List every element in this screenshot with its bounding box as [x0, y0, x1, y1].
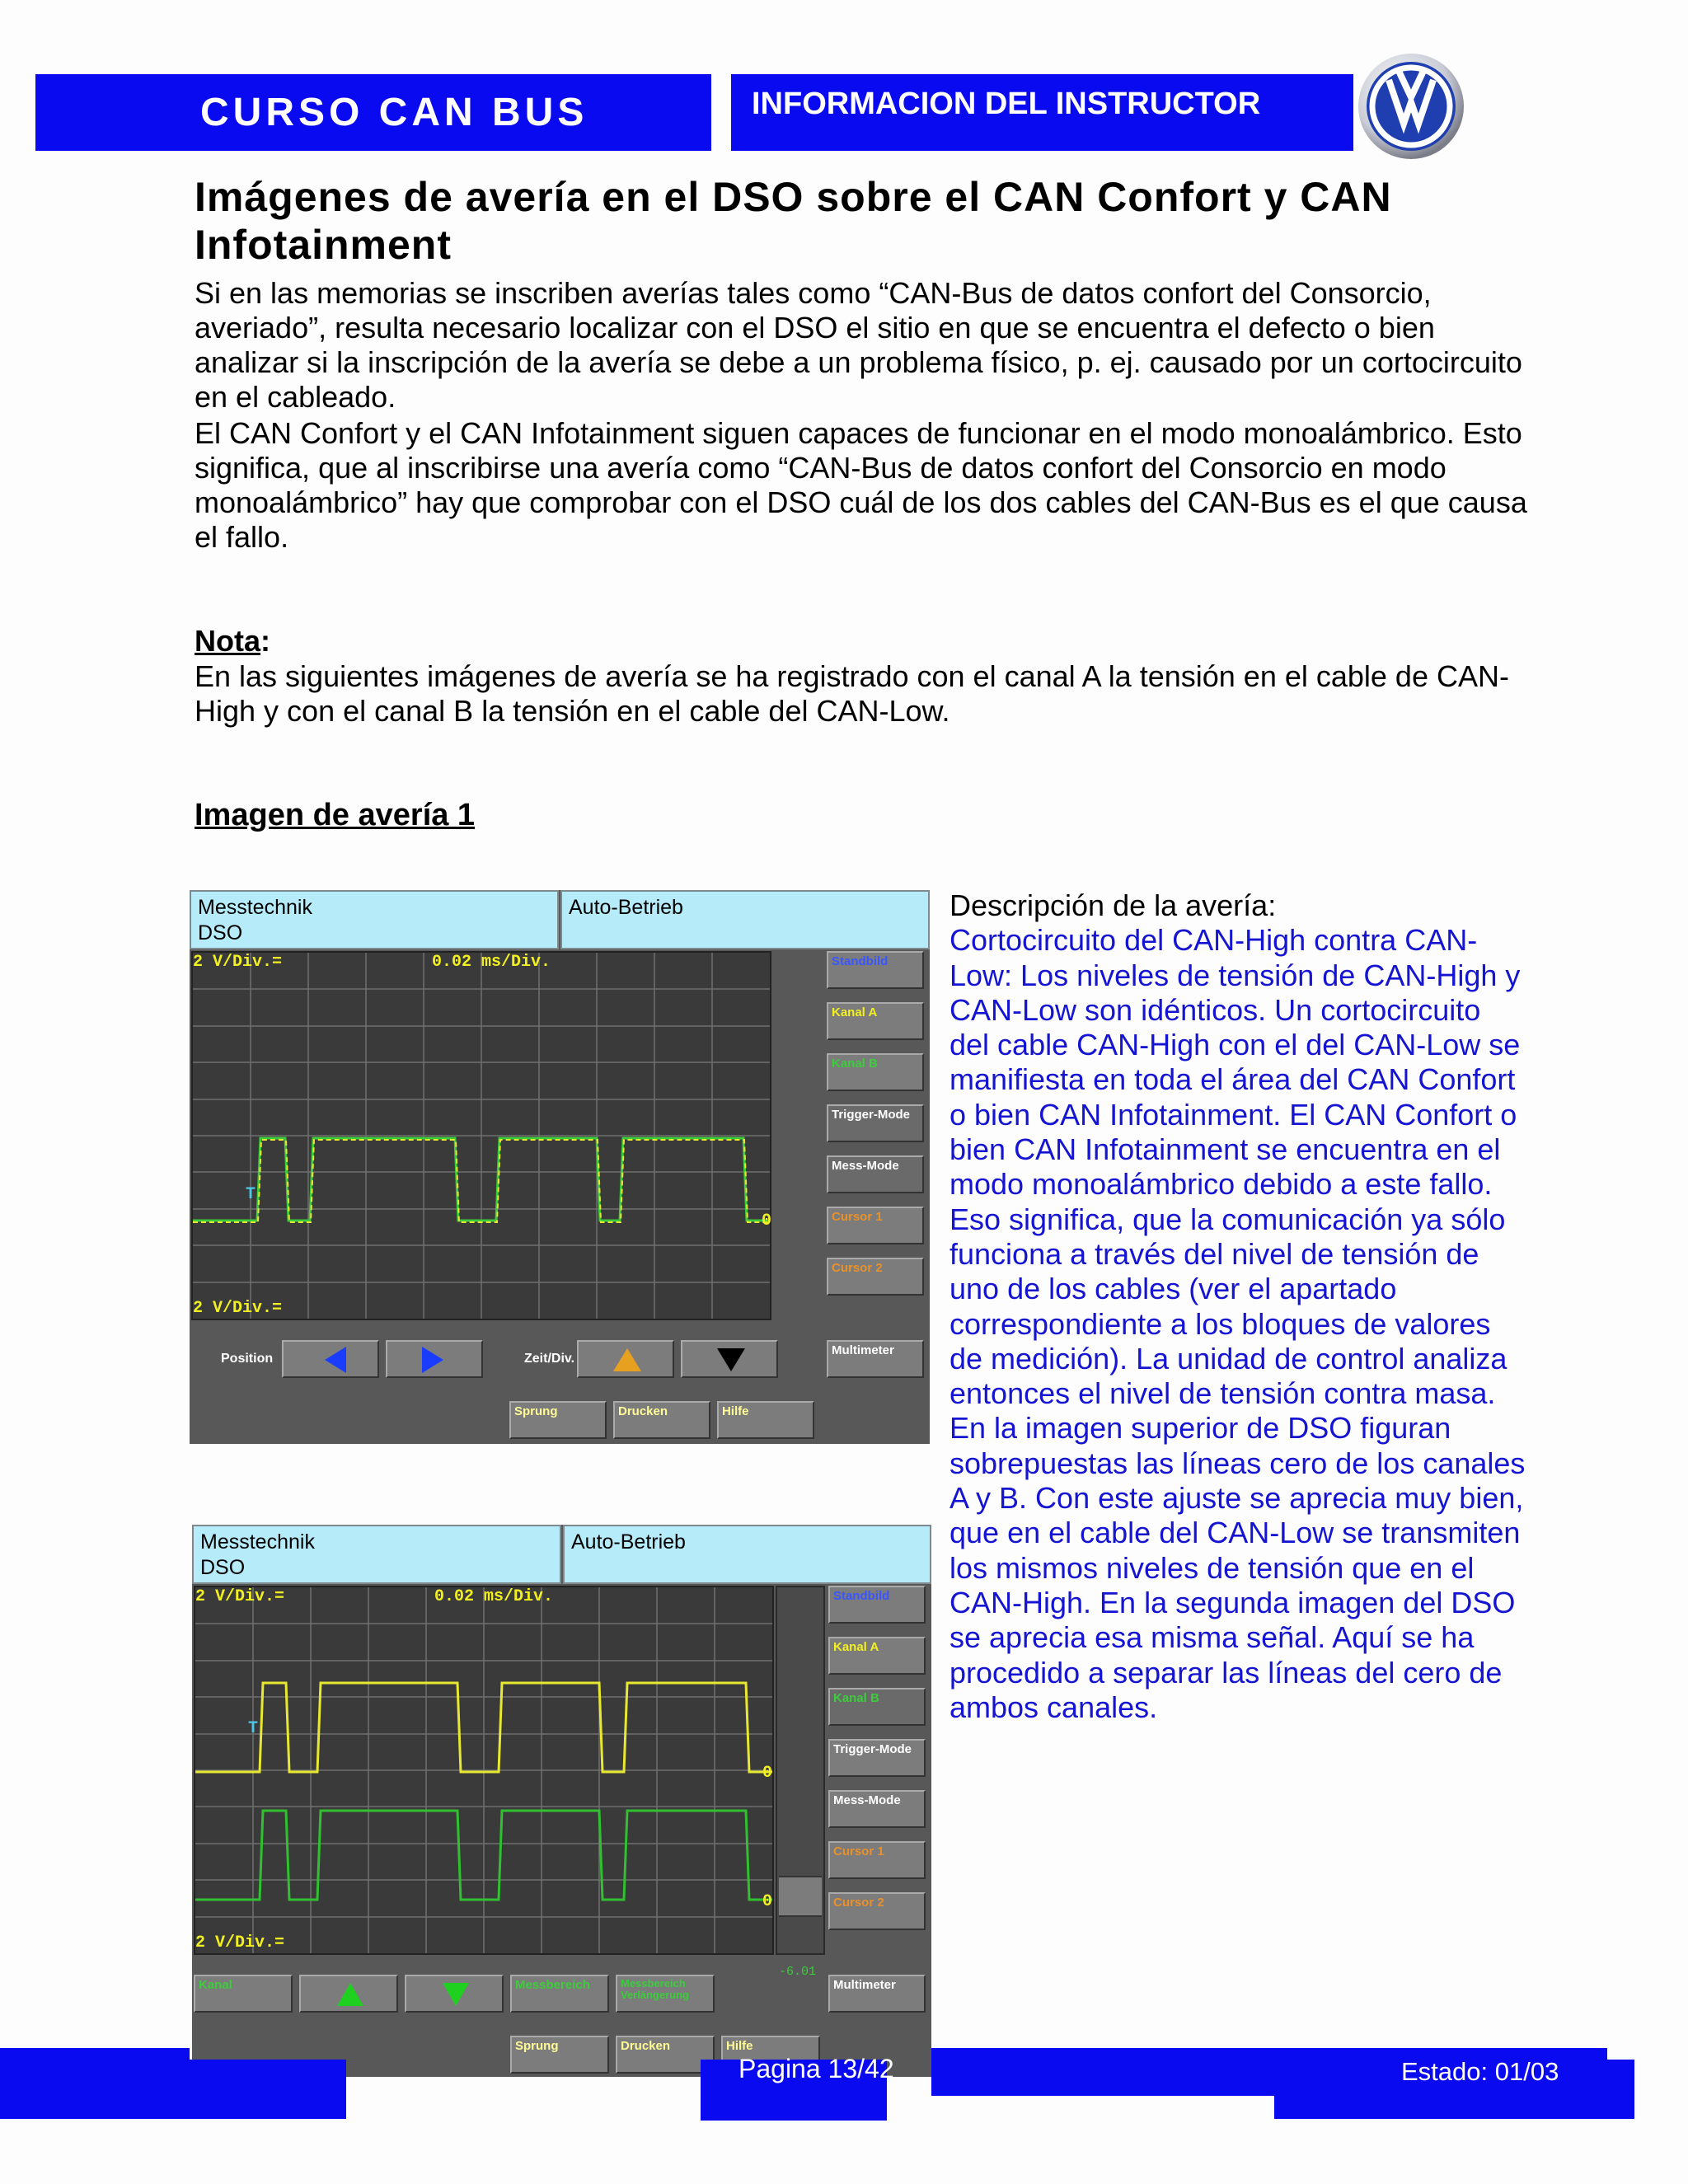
arrow-down-icon — [410, 1978, 502, 2011]
dso-screenshot-1 — [190, 890, 930, 1444]
dso2-scope-screen — [194, 1586, 774, 1955]
dso1-mess-mode-button[interactable]: Mess-Mode — [827, 1155, 924, 1193]
dso2-mode-label: Auto-Betrieb — [571, 1530, 686, 1554]
dso1-hilfe-button[interactable]: Hilfe — [717, 1401, 814, 1439]
arrow-up-icon — [582, 1343, 673, 1376]
dso1-drucken-button[interactable]: Drucken — [613, 1401, 710, 1439]
dso2-up-button[interactable] — [299, 1975, 398, 2013]
dso2-cursor2-button[interactable]: Cursor 2 — [828, 1892, 926, 1930]
note-text: En las siguientes imágenes de avería se ha registrado con el canal A la tensión en el cable de CAN-High y con el canal B la tensión en el cable del CAN-Low. — [195, 659, 1509, 728]
dso2-mode-panel — [563, 1525, 931, 1584]
dso1-trigger-marker: T — [246, 1185, 256, 1204]
dso1-zero-marker: 0 — [762, 1212, 772, 1230]
dso2-trigger-mode-button[interactable]: Trigger-Mode — [828, 1739, 926, 1777]
dso2-zero-marker-b: 0 — [762, 1892, 773, 1911]
dso2-vdiv-top: 2 V/Div.= — [195, 1587, 285, 1606]
dso2-waveform — [195, 1587, 772, 1953]
dso1-mode-label: Auto-Betrieb — [569, 896, 683, 919]
dso2-trigger-marker: T — [248, 1719, 259, 1738]
dso2-zero-marker-a: 0 — [762, 1764, 773, 1783]
course-title: CURSO CAN BUS — [200, 91, 588, 134]
dso2-messbereich-button[interactable]: Messbereich — [510, 1975, 609, 2013]
paragraph-2: El CAN Confort y el CAN Infotainment siguen capaces de funcionar en el modo monoalámbrico. Esto significa, que al inscribirse una avería como “CAN-Bus de datos confort del Consorcio en modo monoalámbrico” hay que comprobar con el DSO cuál de los dos cables del CAN-Bus es el que causa el fallo. — [195, 416, 1527, 554]
dso-screenshot-2 — [192, 1525, 931, 2077]
course-title-banner — [35, 74, 711, 151]
dso2-hilfe-button[interactable]: Hilfe — [721, 2036, 820, 2074]
dso1-kanal-a-button[interactable]: Kanal A — [827, 1002, 924, 1040]
dso2-slider-handle[interactable] — [779, 1876, 822, 1917]
dso1-vdiv-bottom: 2 V/Div.= — [193, 1299, 283, 1318]
dso1-zeit-up-button[interactable] — [577, 1340, 674, 1378]
dso1-timediv: 0.02 ms/Div. — [432, 953, 551, 972]
dso2-offset-slider[interactable] — [776, 1586, 825, 1955]
dso1-vdiv-top: 2 V/Div.= — [193, 953, 283, 972]
dso1-position-label: Position — [221, 1352, 274, 1366]
dso2-cursor1-button[interactable]: Cursor 1 — [828, 1841, 926, 1879]
dso1-trigger-mode-button[interactable]: Trigger-Mode — [827, 1104, 924, 1142]
dso1-zeit-label: Zeit/Div. — [524, 1352, 575, 1366]
fault-description — [950, 888, 1526, 1725]
dso1-waveform — [193, 953, 770, 1319]
dso1-standbild-button[interactable]: Standbild — [827, 951, 924, 989]
dso1-position-right-button[interactable] — [386, 1340, 483, 1378]
status-date: Estado: 01/03 — [1401, 2057, 1559, 2086]
dso2-kanal-b-button[interactable]: Kanal B — [828, 1688, 926, 1726]
dso2-kanal-a-button[interactable]: Kanal A — [828, 1637, 926, 1675]
dso2-mess-mode-button[interactable]: Mess-Mode — [828, 1790, 926, 1828]
footer-bar-left-low — [0, 2060, 346, 2119]
dso1-mode-panel — [560, 890, 930, 949]
dso1-sprung-button[interactable]: Sprung — [509, 1401, 607, 1439]
description-label: Descripción de la avería: — [950, 888, 1277, 922]
dso2-title-line2: DSO — [200, 1556, 246, 1579]
arrow-down-icon — [686, 1343, 776, 1376]
dso2-standbild-button[interactable]: Standbild — [828, 1586, 926, 1624]
instructor-label: INFORMACION DEL INSTRUCTOR — [752, 87, 1261, 121]
dso2-offset-value: -6.01 — [779, 1965, 817, 1979]
dso2-sprung-button[interactable]: Sprung — [510, 2036, 609, 2074]
dso2-verlaengerung-button[interactable]: Messbereich Verlängerung — [616, 1975, 715, 2013]
arrow-right-icon — [391, 1343, 481, 1376]
page-number: Pagina 13/42 — [738, 2054, 894, 2083]
description-text: Cortocircuito del CAN-High contra CAN-Low: Los niveles de tensión de CAN-High y CAN-Low son idénticos. Un cortocircuito del cable CAN-High con el del CAN-Low se manifiesta en toda el área del CAN Confort o bien CAN Infotainment. El CAN Confort o bien CAN Infotainment se encuentra en el modo monoalámbrico debido a este fallo. Eso significa, que la comunicación ya sólo funciona a través del nivel de tensión de uno de los cables (ver el apartado correspondiente a los bloques de valores de medición). La unidad de control analiza entonces el nivel de tensión contra masa. En la imagen superior de DSO figuran sobrepuestas las líneas cero de los canales A y B. Con este ajuste se aprecia muy bien, que en el cable del CAN-Low se transmiten los mismos niveles de tensión que en el CAN-High. En la segunda imagen del DSO se aprecia esa misma señal. Aquí se ha procedido a separar las líneas del cero de ambos canales. — [950, 923, 1526, 1724]
paragraph-1: Si en las memorias se inscriben averías tales como “CAN-Bus de datos confort del Consorcio, averiado”, resulta necesario localizar con el DSO el sitio en que se encuentra el defecto o bien analizar si la inscripción de la avería se debe a un problema físico, p. ej. causado por un cortocircuito en el cableado. — [195, 276, 1522, 414]
dso2-vdiv-bottom: 2 V/Div.= — [195, 1933, 285, 1952]
dso2-title-line1: Messtechnik — [200, 1530, 315, 1554]
dso2-drucken-button[interactable]: Drucken — [616, 2036, 715, 2074]
note-colon: : — [260, 624, 270, 658]
dso1-multimeter-button[interactable]: Multimeter — [827, 1340, 924, 1378]
dso1-title-line1: Messtechnik — [198, 896, 312, 919]
vw-logo-icon — [1356, 51, 1467, 162]
dso1-kanal-b-button[interactable]: Kanal B — [827, 1053, 924, 1091]
dso1-title-line2: DSO — [198, 921, 243, 944]
page-title: Imágenes de avería en el DSO sobre el CAN Confort y CAN Infotainment — [195, 174, 1392, 268]
dso2-kanal-button[interactable]: Kanal — [194, 1975, 293, 2013]
arrow-left-icon — [287, 1343, 377, 1376]
arrow-up-icon — [304, 1978, 396, 2011]
dso1-title-panel — [190, 890, 559, 949]
note-heading: Nota — [195, 624, 260, 658]
section-heading: Imagen de avería 1 — [195, 798, 476, 832]
dso2-multimeter-button[interactable]: Multimeter — [828, 1975, 926, 2013]
dso1-cursor2-button[interactable]: Cursor 2 — [827, 1258, 924, 1296]
dso2-timediv: 0.02 ms/Div. — [434, 1587, 554, 1606]
dso2-down-button[interactable] — [405, 1975, 504, 2013]
dso1-zeit-down-button[interactable] — [681, 1340, 778, 1378]
instructor-banner — [731, 74, 1353, 151]
dso2-title-panel — [192, 1525, 561, 1584]
dso1-scope-screen — [191, 951, 771, 1320]
dso1-position-left-button[interactable] — [282, 1340, 379, 1378]
dso1-cursor1-button[interactable]: Cursor 1 — [827, 1207, 924, 1244]
